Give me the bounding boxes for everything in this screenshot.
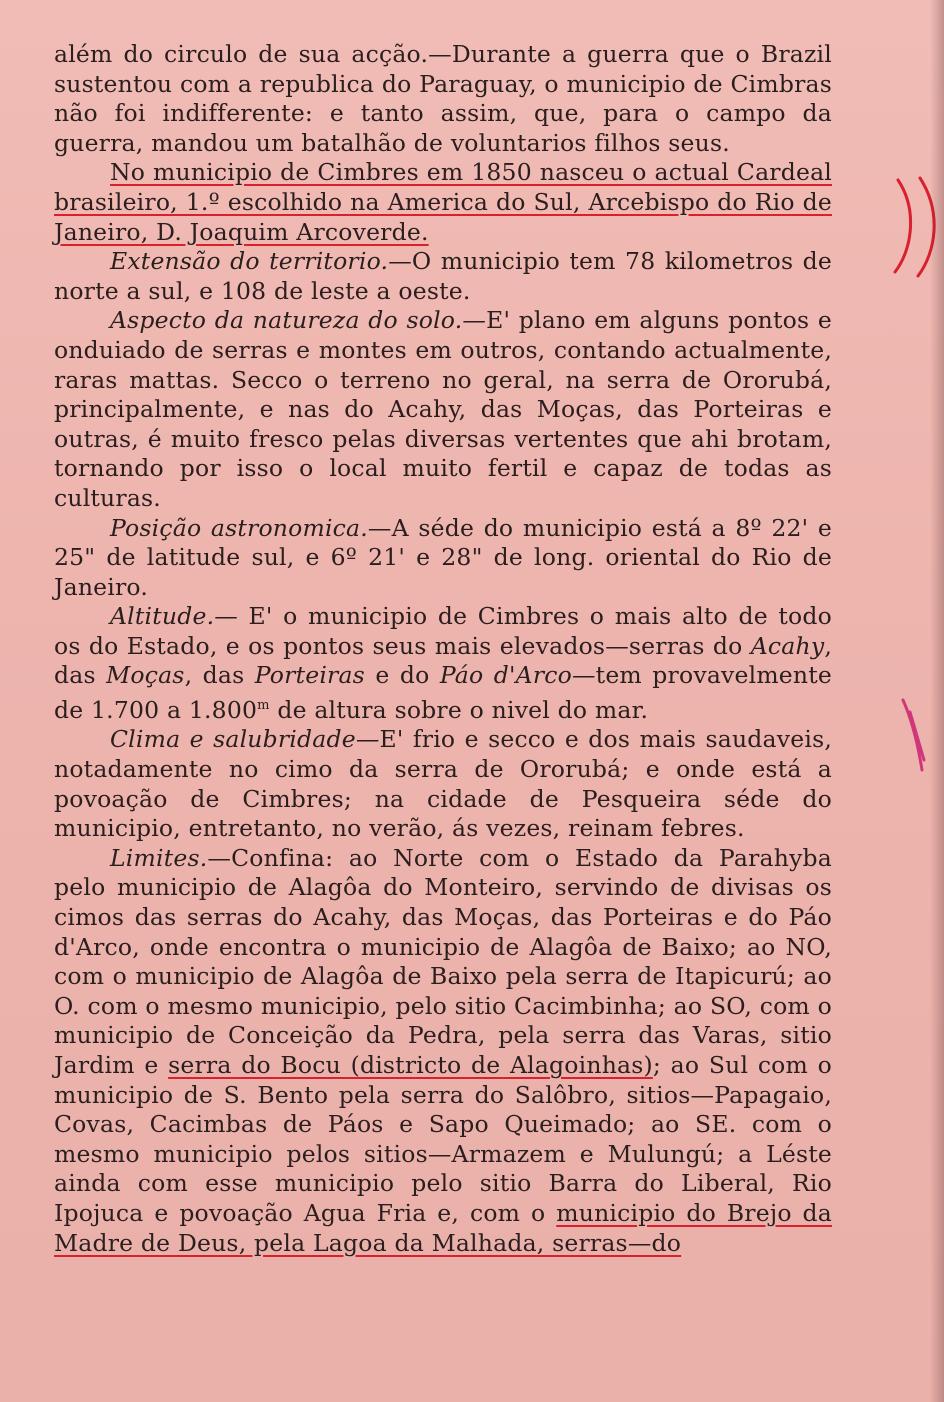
paragraph-text: —A séde do municipio está a 8º 22' e 25" de latitude sul, e 6º 21' e 28" de long. oriental do Rio de Janeiro.: [54, 513, 832, 601]
place-mocas: Moças: [106, 661, 185, 690]
section-heading-clima: Clima e salubridade: [110, 725, 356, 754]
document-page: [54, 40, 832, 1258]
separator: , das: [184, 661, 255, 690]
place-acahy: Acahy: [750, 631, 825, 660]
paragraph-text: ; ao Sul com o municipio de S. Bento pela serra do Salôbro, sitios—Papagaio, Covas, Cacimbas de Páos e Sapo Queimado; ao SE. com o mesmo municipio pelos sitios—Armazem e Mulungú; a Léste ainda com esse municipio pelo sitio Barra do Liberal, Rio Ipojuca e povoação Agua Fria e, com o: [54, 1051, 833, 1227]
margin-bracket-mark: [895, 180, 911, 272]
paragraph-text: de altura sobre o nivel do mar.: [269, 695, 649, 724]
section-heading-posicao: Posição astronomica.: [110, 513, 368, 542]
section-heading-aspecto: Aspecto da natureza do solo.: [110, 306, 463, 335]
paragraph-cardeal: [54, 158, 832, 247]
paragraph-clima: [54, 725, 832, 843]
paragraph-posicao: [54, 514, 832, 603]
paragraph-text: —O municipio tem 78 kilometros de norte a sul, e 108 de leste a oeste.: [54, 247, 832, 305]
section-heading-extensao: Extensão do territorio.: [110, 247, 389, 276]
separator: e do: [364, 661, 440, 690]
underlined-annotated-text: serra do Bocu (districto de Alagoinhas): [168, 1051, 653, 1080]
paragraph-text: —E' plano em alguns pontos e onduiado de serras e montes em outros, contando actualmente, raras mattas. Secco o terreno no geral, na serra de Ororubá, principalmente, e nas do Acahy, das Moças, das Porteiras e outras, é muito fresco pelas diversas vertentes que ahi brotam, tornando por isso o local muito fertil e capaz de todas as culturas.: [54, 306, 832, 512]
paragraph-extensao: [54, 247, 832, 306]
place-porteiras: Porteiras: [254, 661, 365, 690]
margin-scribble-mark: [903, 700, 924, 770]
unit-superscript: m: [257, 698, 270, 714]
paragraph-text: —Confina: ao Norte com o Estado da Parahyba pelo municipio de Alagôa do Monteiro, servindo de divisas os cimos das serras do Acahy, das Moças, das Porteiras e do Páo d'Arco, onde encontra o municipio de Alagôa de Baixo; ao NO, com o municipio de Alagôa de Baixo pela serra de Itapicurú; ao O. com o mesmo municipio, pelo sitio Cacimbinha; ao SO, com o municipio de Conceição da Pedra, pela serra das Varas, sitio Jardim e: [54, 843, 832, 1080]
paragraph-limites: [54, 844, 832, 1258]
paragraph-aspecto: [54, 306, 832, 513]
paragraph-text: — E' o municipio de Cimbres o mais alto de todo os do Estado, e os pontos seus mais elevados—serras do: [54, 602, 832, 660]
paragraph-text: —E' frio e secco e dos mais saudaveis, notadamente no cimo da serra de Ororubá; e onde está a povoação de Cimbres; na cidade de Pesqueira séde do municipio, entretanto, no verão, ás vezes, reinam febres.: [54, 725, 832, 843]
page-edge-shadow: [930, 0, 944, 1402]
paragraph-text: além do circulo de sua acção.—Durante a guerra que o Brazil sustentou com a republica do Paraguay, o municipio de Cimbras não foi indifferente: e tanto assim, que, para o campo da guerra, mandou um batalhão de voluntarios filhos seus.: [54, 40, 832, 157]
place-pao-darco: Páo d'Arco: [439, 661, 572, 690]
paragraph-text: —tem provavelmente de 1.700 a 1.800: [54, 661, 832, 724]
underlined-annotated-text: municipio do Brejo da Madre de Deus, pela Lagoa da Malhada, serras—do: [54, 1198, 833, 1257]
section-heading-altitude: Altitude.: [110, 602, 215, 631]
underlined-annotated-text: No municipio de Cimbres em 1850 nasceu o actual Cardeal brasileiro, 1.º escolhido na America do Sul, Arcebispo do Rio de Janeiro, D. Joaquim Arcoverde.: [54, 158, 832, 246]
paragraph-guerra-paraguay: [54, 40, 832, 158]
paragraph-altitude: [54, 602, 832, 725]
separator: , das: [54, 631, 832, 690]
section-heading-limites: Limites.: [110, 843, 208, 872]
